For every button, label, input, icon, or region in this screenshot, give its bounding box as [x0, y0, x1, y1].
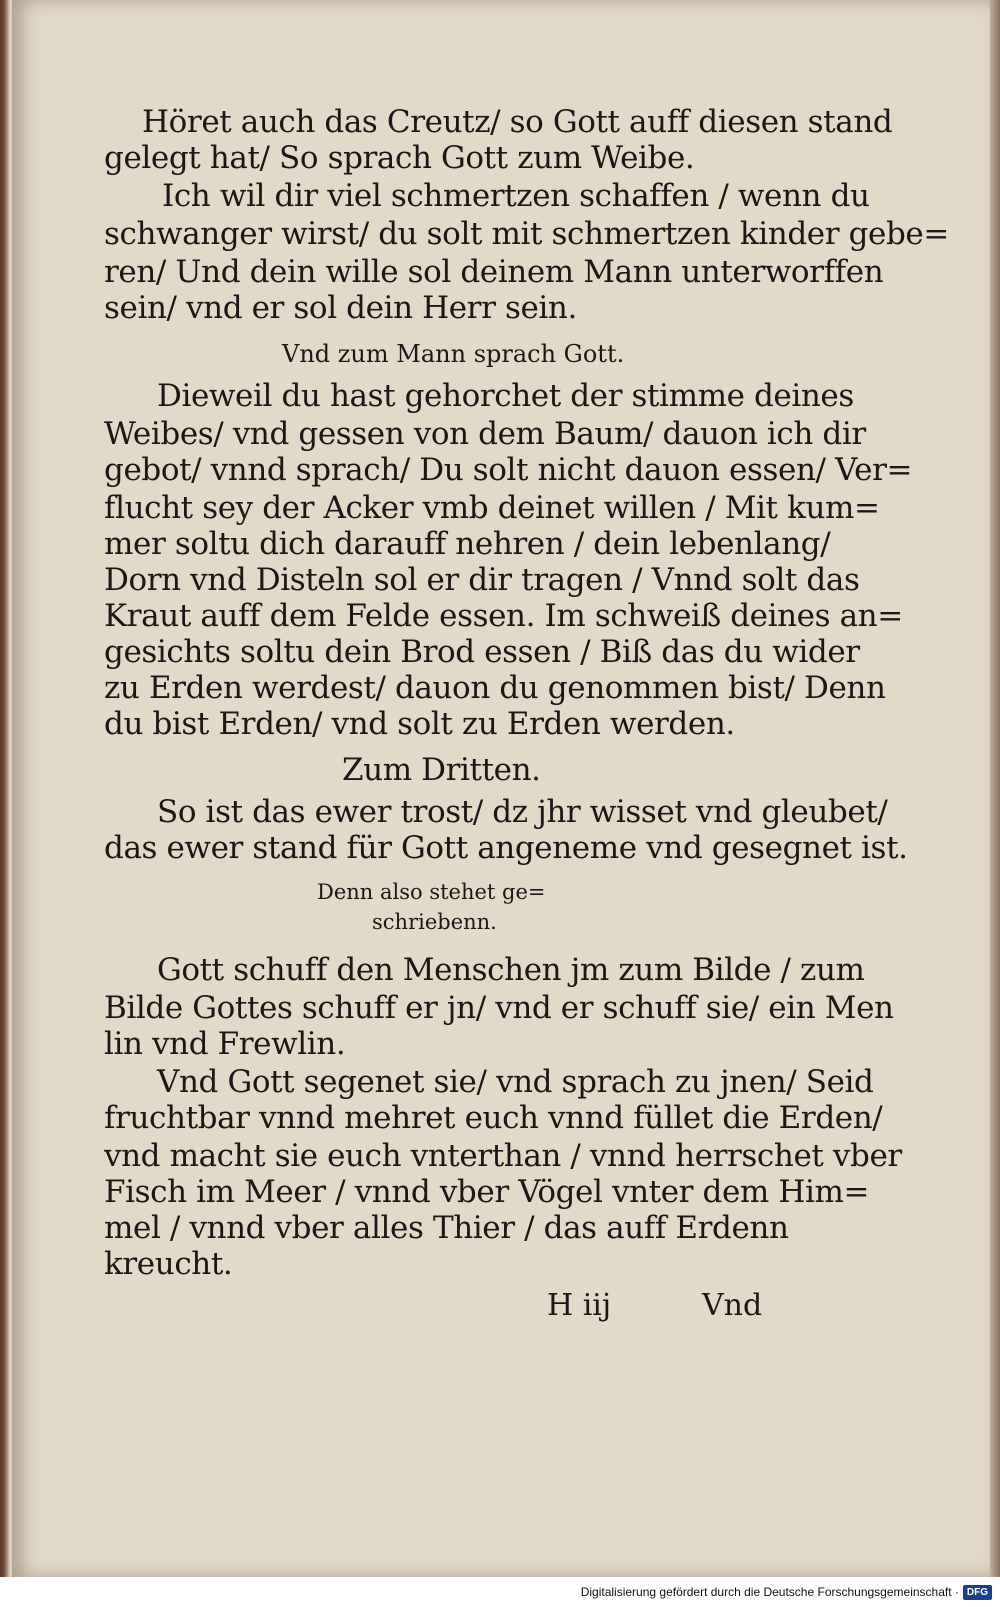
- book-page: [12, 0, 990, 1577]
- text-line: sein/ vnd er sol dein Herr sein.: [104, 290, 577, 326]
- text-line: Dieweil du hast gehorchet der stimme deines: [157, 378, 854, 414]
- text-line: flucht sey der Acker vmb deinet willen / Mit kum=: [104, 490, 880, 526]
- section-heading: Vnd zum Mann sprach Gott.: [282, 340, 625, 368]
- section-heading: Zum Dritten.: [342, 752, 541, 788]
- subheading-line: Denn also stehet ge=: [317, 880, 546, 904]
- catchword: Vnd: [702, 1288, 763, 1323]
- text-line: vnd macht sie euch vnterthan / vnnd herrschet vber: [104, 1138, 902, 1174]
- text-line: gebot/ vnnd sprach/ Du solt nicht dauon essen/ Ver=: [104, 452, 913, 488]
- text-line: Ich wil dir viel schmertzen schaffen / wenn du: [162, 178, 870, 214]
- text-line: du bist Erden/ vnd solt zu Erden werden.: [104, 706, 735, 742]
- text-line: Kraut auff dem Felde essen. Im schweiß deines an=: [104, 598, 903, 634]
- text-line: Gott schuff den Menschen jm zum Bilde / zum: [157, 952, 865, 988]
- signature-mark: H iij: [547, 1288, 612, 1323]
- text-line: So ist das ewer trost/ dz jhr wisset vnd gleubet/: [157, 794, 888, 830]
- text-line: Dorn vnd Disteln sol er dir tragen / Vnnd solt das: [104, 562, 860, 598]
- subheading-line: schriebenn.: [372, 910, 497, 934]
- text-line: Bilde Gottes schuff er jn/ vnd er schuff sie/ ein Men: [104, 990, 894, 1026]
- text-line: Vnd Gott segenet sie/ vnd sprach zu jnen/ Seid: [157, 1064, 874, 1100]
- text-line: gelegt hat/ So sprach Gott zum Weibe.: [104, 140, 695, 176]
- text-line: Fisch im Meer / vnnd vber Vögel vnter dem Him=: [104, 1174, 870, 1210]
- text-line: mel / vnnd vber alles Thier / das auff Erdenn: [104, 1210, 789, 1246]
- text-line: schwanger wirst/ du solt mit schmertzen kinder gebe=: [104, 216, 949, 252]
- text-line: Höret auch das Creutz/ so Gott auff diesen stand: [142, 104, 893, 140]
- text-line: mer soltu dich darauff nehren / dein lebenlang/: [104, 526, 831, 562]
- dfg-logo-icon: DFG: [963, 1585, 992, 1600]
- footer-bar: [0, 1577, 1000, 1607]
- text-line: gesichts soltu dein Brod essen / Biß das du wider: [104, 634, 860, 670]
- text-line: kreucht.: [104, 1246, 233, 1282]
- text-line: ren/ Und dein wille sol deinem Mann unterworffen: [104, 254, 884, 290]
- text-line: fruchtbar vnnd mehret euch vnnd füllet die Erden/: [104, 1100, 883, 1136]
- text-line: das ewer stand für Gott angeneme vnd gesegnet ist.: [104, 830, 908, 866]
- text-line: Weibes/ vnd gessen von dem Baum/ dauon ich dir: [104, 416, 866, 452]
- text-line: lin vnd Frewlin.: [104, 1026, 346, 1062]
- text-line: zu Erden werdest/ dauon du genommen bist/ Denn: [104, 670, 886, 706]
- footer-credit: Digitalisierung gefördert durch die Deutsche Forschungsgemeinschaft ·: [580, 1585, 959, 1599]
